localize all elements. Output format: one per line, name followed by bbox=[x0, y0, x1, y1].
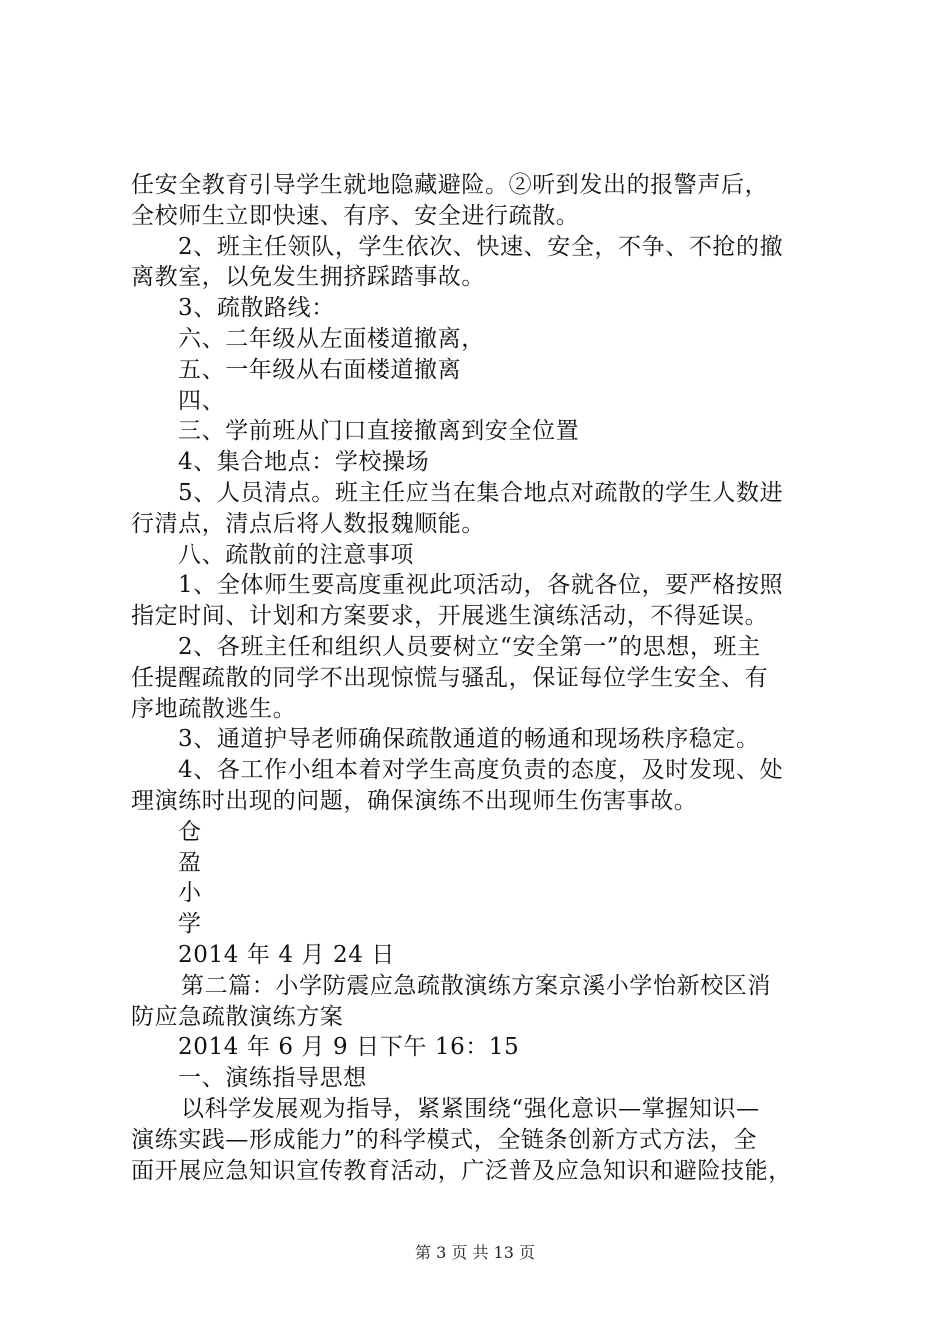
text-line: 2、各班主任和组织人员要树立“安全第一”的思想，班主 bbox=[178, 633, 761, 660]
text-line: 六、二年级从左面楼道撤离， bbox=[178, 325, 485, 352]
text-line: 5、人员清点。班主任应当在集合地点对疏散的学生人数进 bbox=[178, 479, 784, 506]
signature-char: 盈 bbox=[178, 849, 202, 876]
text-line: 五、一年级从右面楼道撤离 bbox=[178, 356, 462, 383]
section-title: 防应急疏散演练方案 bbox=[131, 1003, 344, 1030]
document-body bbox=[131, 170, 839, 1186]
text-line: 3、疏散路线： bbox=[178, 295, 335, 322]
text-line: 面开展应急知识宣传教育活动，广泛普及应急知识和避险技能， bbox=[131, 1157, 792, 1184]
text-line: 四、 bbox=[178, 387, 226, 414]
text-line: 以科学发展观为指导，紧紧围绕“强化意识—掌握知识— bbox=[181, 1095, 760, 1122]
text-line: 演练实践—形成能力”的科学模式，全链条创新方式方法，全 bbox=[131, 1126, 757, 1153]
date-line: 2014 年 4 月 24 日 bbox=[178, 941, 395, 968]
text-line: 任安全教育引导学生就地隐藏避险。②听到发出的报警声后， bbox=[131, 172, 769, 198]
signature-char: 小 bbox=[178, 880, 202, 907]
text-line: 序地疏散逃生。 bbox=[131, 695, 297, 722]
text-line: 任提醒疏散的同学不出现惊慌与骚乱，保证每位学生安全、有 bbox=[131, 664, 769, 691]
page-footer: 第 3 页 共 13 页 bbox=[415, 1243, 535, 1262]
section-title: 第二篇：小学防震应急疏散演练方案京溪小学怡新校区消 bbox=[181, 972, 771, 999]
text-line: 三、学前班从门口直接撤离到安全位置 bbox=[178, 418, 580, 445]
text-line: 4、集合地点：学校操场 bbox=[178, 449, 430, 476]
section-heading: 八、疏散前的注意事项 bbox=[178, 541, 414, 568]
text-line: 指定时间、计划和方案要求，开展逃生演练活动，不得延误。 bbox=[131, 603, 769, 630]
text-line: 1、全体师生要高度重视此项活动，各就各位，要严格按照 bbox=[178, 572, 784, 599]
signature-char: 仓 bbox=[178, 818, 202, 845]
text-line: 行清点，清点后将人数报魏顺能。 bbox=[131, 510, 485, 537]
date-line: 2014 年 6 月 9 日下午 16：15 bbox=[178, 1034, 520, 1061]
section-heading: 一、演练指导思想 bbox=[178, 1065, 367, 1092]
signature-char: 学 bbox=[178, 911, 202, 938]
text-line: 2、班主任领队，学生依次、快速、安全，不争、不抢的撤 bbox=[178, 233, 784, 260]
text-line: 离教室，以免发生拥挤踩踏事故。 bbox=[131, 264, 485, 291]
text-line: 全校师生立即快速、有序、安全进行疏散。 bbox=[131, 202, 580, 229]
text-line: 4、各工作小组本着对学生高度负责的态度，及时发现、处 bbox=[178, 757, 784, 784]
text-line: 3、通道护导老师确保疏散通道的畅通和现场秩序稳定。 bbox=[178, 726, 760, 753]
text-line: 理演练时出现的问题，确保演练不出现师生伤害事故。 bbox=[131, 787, 698, 814]
